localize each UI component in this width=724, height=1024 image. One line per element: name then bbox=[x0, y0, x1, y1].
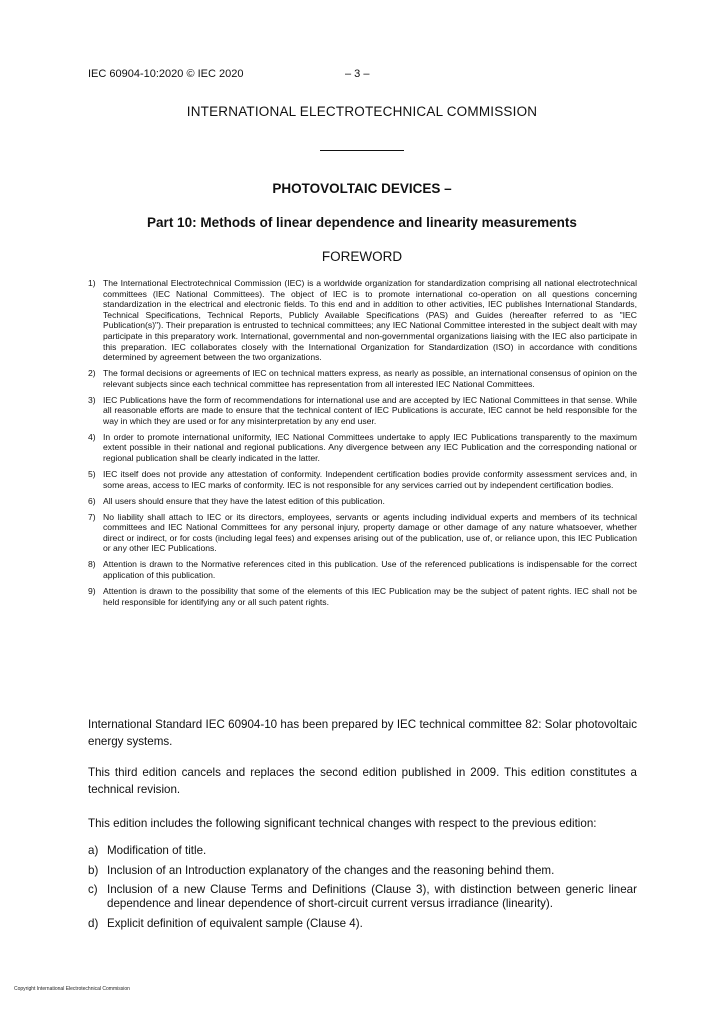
foreword-item-number: 1) bbox=[88, 278, 96, 288]
foreword-item bbox=[88, 469, 637, 490]
body-section bbox=[88, 716, 637, 936]
change-item-letter: b) bbox=[88, 863, 99, 877]
change-item bbox=[88, 917, 637, 931]
foreword-list bbox=[88, 278, 637, 613]
change-item bbox=[88, 844, 637, 858]
divider-rule bbox=[320, 150, 404, 151]
change-item bbox=[88, 883, 637, 911]
change-item-letter: d) bbox=[88, 916, 99, 930]
changes-list bbox=[88, 844, 637, 931]
foreword-item bbox=[88, 278, 637, 363]
foreword-item-number: 2) bbox=[88, 368, 96, 379]
change-item-text: Inclusion of a new Clause Terms and Definitions (Clause 3), with distinction between generic linear dependence and linear dependence of short-circuit current versus irradiance (linearity). bbox=[107, 883, 637, 910]
foreword-item bbox=[88, 559, 637, 580]
foreword-item-text: The formal decisions or agreements of IEC on technical matters express, as nearly as possible, an international consensus of opinion on the relevant subjects since each technical committee has representation from all interested IEC National Committees. bbox=[103, 368, 637, 389]
foreword-item-text: IEC Publications have the form of recommendations for international use and are accepted by IEC National Committees in that sense. While all reasonable efforts are made to ensure that the technical content of IEC Publications is accurate, IEC cannot be held responsible for the way in which they are used or for any misinterpretation by any end user. bbox=[103, 394, 637, 426]
foreword-item-text: Attention is drawn to the Normative references cited in this publication. Use of the referenced publications is indispensable for the correct application of this publication. bbox=[103, 559, 637, 580]
foreword-item bbox=[88, 496, 637, 507]
document-subtitle: Part 10: Methods of linear dependence and linearity measurements bbox=[147, 215, 577, 230]
change-item-letter: c) bbox=[88, 883, 98, 896]
foreword-item-number: 9) bbox=[88, 585, 96, 596]
copyright-notice: Copyright International Electrotechnical Commission bbox=[14, 986, 130, 992]
foreword-item-number: 8) bbox=[88, 559, 96, 570]
foreword-item-number: 4) bbox=[88, 431, 96, 442]
body-paragraph: This edition includes the following significant technical changes with respect to the previous edition: bbox=[88, 817, 597, 830]
foreword-heading: FOREWORD bbox=[321, 249, 403, 264]
change-item bbox=[88, 864, 637, 878]
foreword-item bbox=[88, 432, 637, 464]
foreword-item-text: All users should ensure that they have the latest edition of this publication. bbox=[103, 495, 385, 506]
change-item-text: Explicit definition of equivalent sample (Clause 4). bbox=[107, 916, 363, 930]
foreword-item-number: 3) bbox=[88, 394, 96, 405]
page-header-left: IEC 60904-10:2020 © IEC 2020 bbox=[88, 68, 244, 80]
page-number: – 3 – bbox=[345, 68, 370, 80]
organization-name: INTERNATIONAL ELECTROTECHNICAL COMMISSION bbox=[186, 104, 538, 119]
foreword-item-text: The International Electrotechnical Commission (IEC) is a worldwide organization for standardization comprising all national electrotechnical committees (IEC National Committees). The object of IEC is to promote international co-operation on all questions concerning standardization in the electrical and electronic fields. To this end and in addition to other activities, IEC publishes International Standards, Technical Specifications, Technical Reports, Publicly Available Specifications (PAS) and Guides (hereafter referred to as "IEC Publication(s)"). Their preparation is entrusted to technical committees; any IEC National Committee interested in the subject dealt with may participate in this preparatory work. International, governmental and non-governmental organizations liaising with the IEC also participate in this preparation. IEC collaborates closely with the International Organization for Standardization (ISO) in accordance with conditions determined by agreement between the two organizations. bbox=[103, 278, 637, 363]
document-title: PHOTOVOLTAIC DEVICES – bbox=[272, 181, 452, 196]
foreword-item-text: IEC itself does not provide any attestation of conformity. Independent certification bodies provide conformity assessment services and, in some areas, access to IEC marks of conformity. IEC is not responsible for any services carried out by independent certification bodies. bbox=[103, 469, 637, 490]
foreword-item bbox=[88, 512, 637, 554]
foreword-item-text: Attention is drawn to the possibility that some of the elements of this IEC Publication may be the subject of patent rights. IEC shall not be held responsible for identifying any or all such patent rights. bbox=[103, 585, 637, 607]
foreword-item-text: No liability shall attach to IEC or its directors, employees, servants or agents including individual experts and members of its technical committees and IEC National Committees for any personal injury, property damage or other damage of any nature whatsoever, whether direct or indirect, or for costs (including legal fees) and expenses arising out of the publication, use of, or reliance upon, this IEC Publication or any other IEC Publications. bbox=[103, 511, 637, 554]
foreword-item-text: In order to promote international uniformity, IEC National Committees undertake to apply IEC Publications transparently to the maximum extent possible in their national and regional publications. Any divergence between any IEC Publication and the corresponding national or regional publication shall be clearly indicated in the latter. bbox=[103, 431, 637, 464]
foreword-item bbox=[88, 368, 637, 389]
foreword-item-number: 5) bbox=[88, 469, 96, 480]
change-item-letter: a) bbox=[88, 844, 99, 857]
foreword-item bbox=[88, 395, 637, 427]
foreword-item-number: 6) bbox=[88, 495, 96, 506]
body-paragraph: This third edition cancels and replaces the second edition published in 2009. This edition constitutes a technical revision. bbox=[88, 766, 637, 796]
change-item-text: Modification of title. bbox=[107, 844, 207, 857]
change-item-text: Inclusion of an Introduction explanatory of the changes and the reasoning behind them. bbox=[107, 863, 555, 877]
body-paragraph: International Standard IEC 60904-10 has been prepared by IEC technical committee 82: Solar photovoltaic energy systems. bbox=[88, 718, 637, 748]
foreword-item-number: 7) bbox=[88, 511, 96, 522]
foreword-item bbox=[88, 586, 637, 607]
